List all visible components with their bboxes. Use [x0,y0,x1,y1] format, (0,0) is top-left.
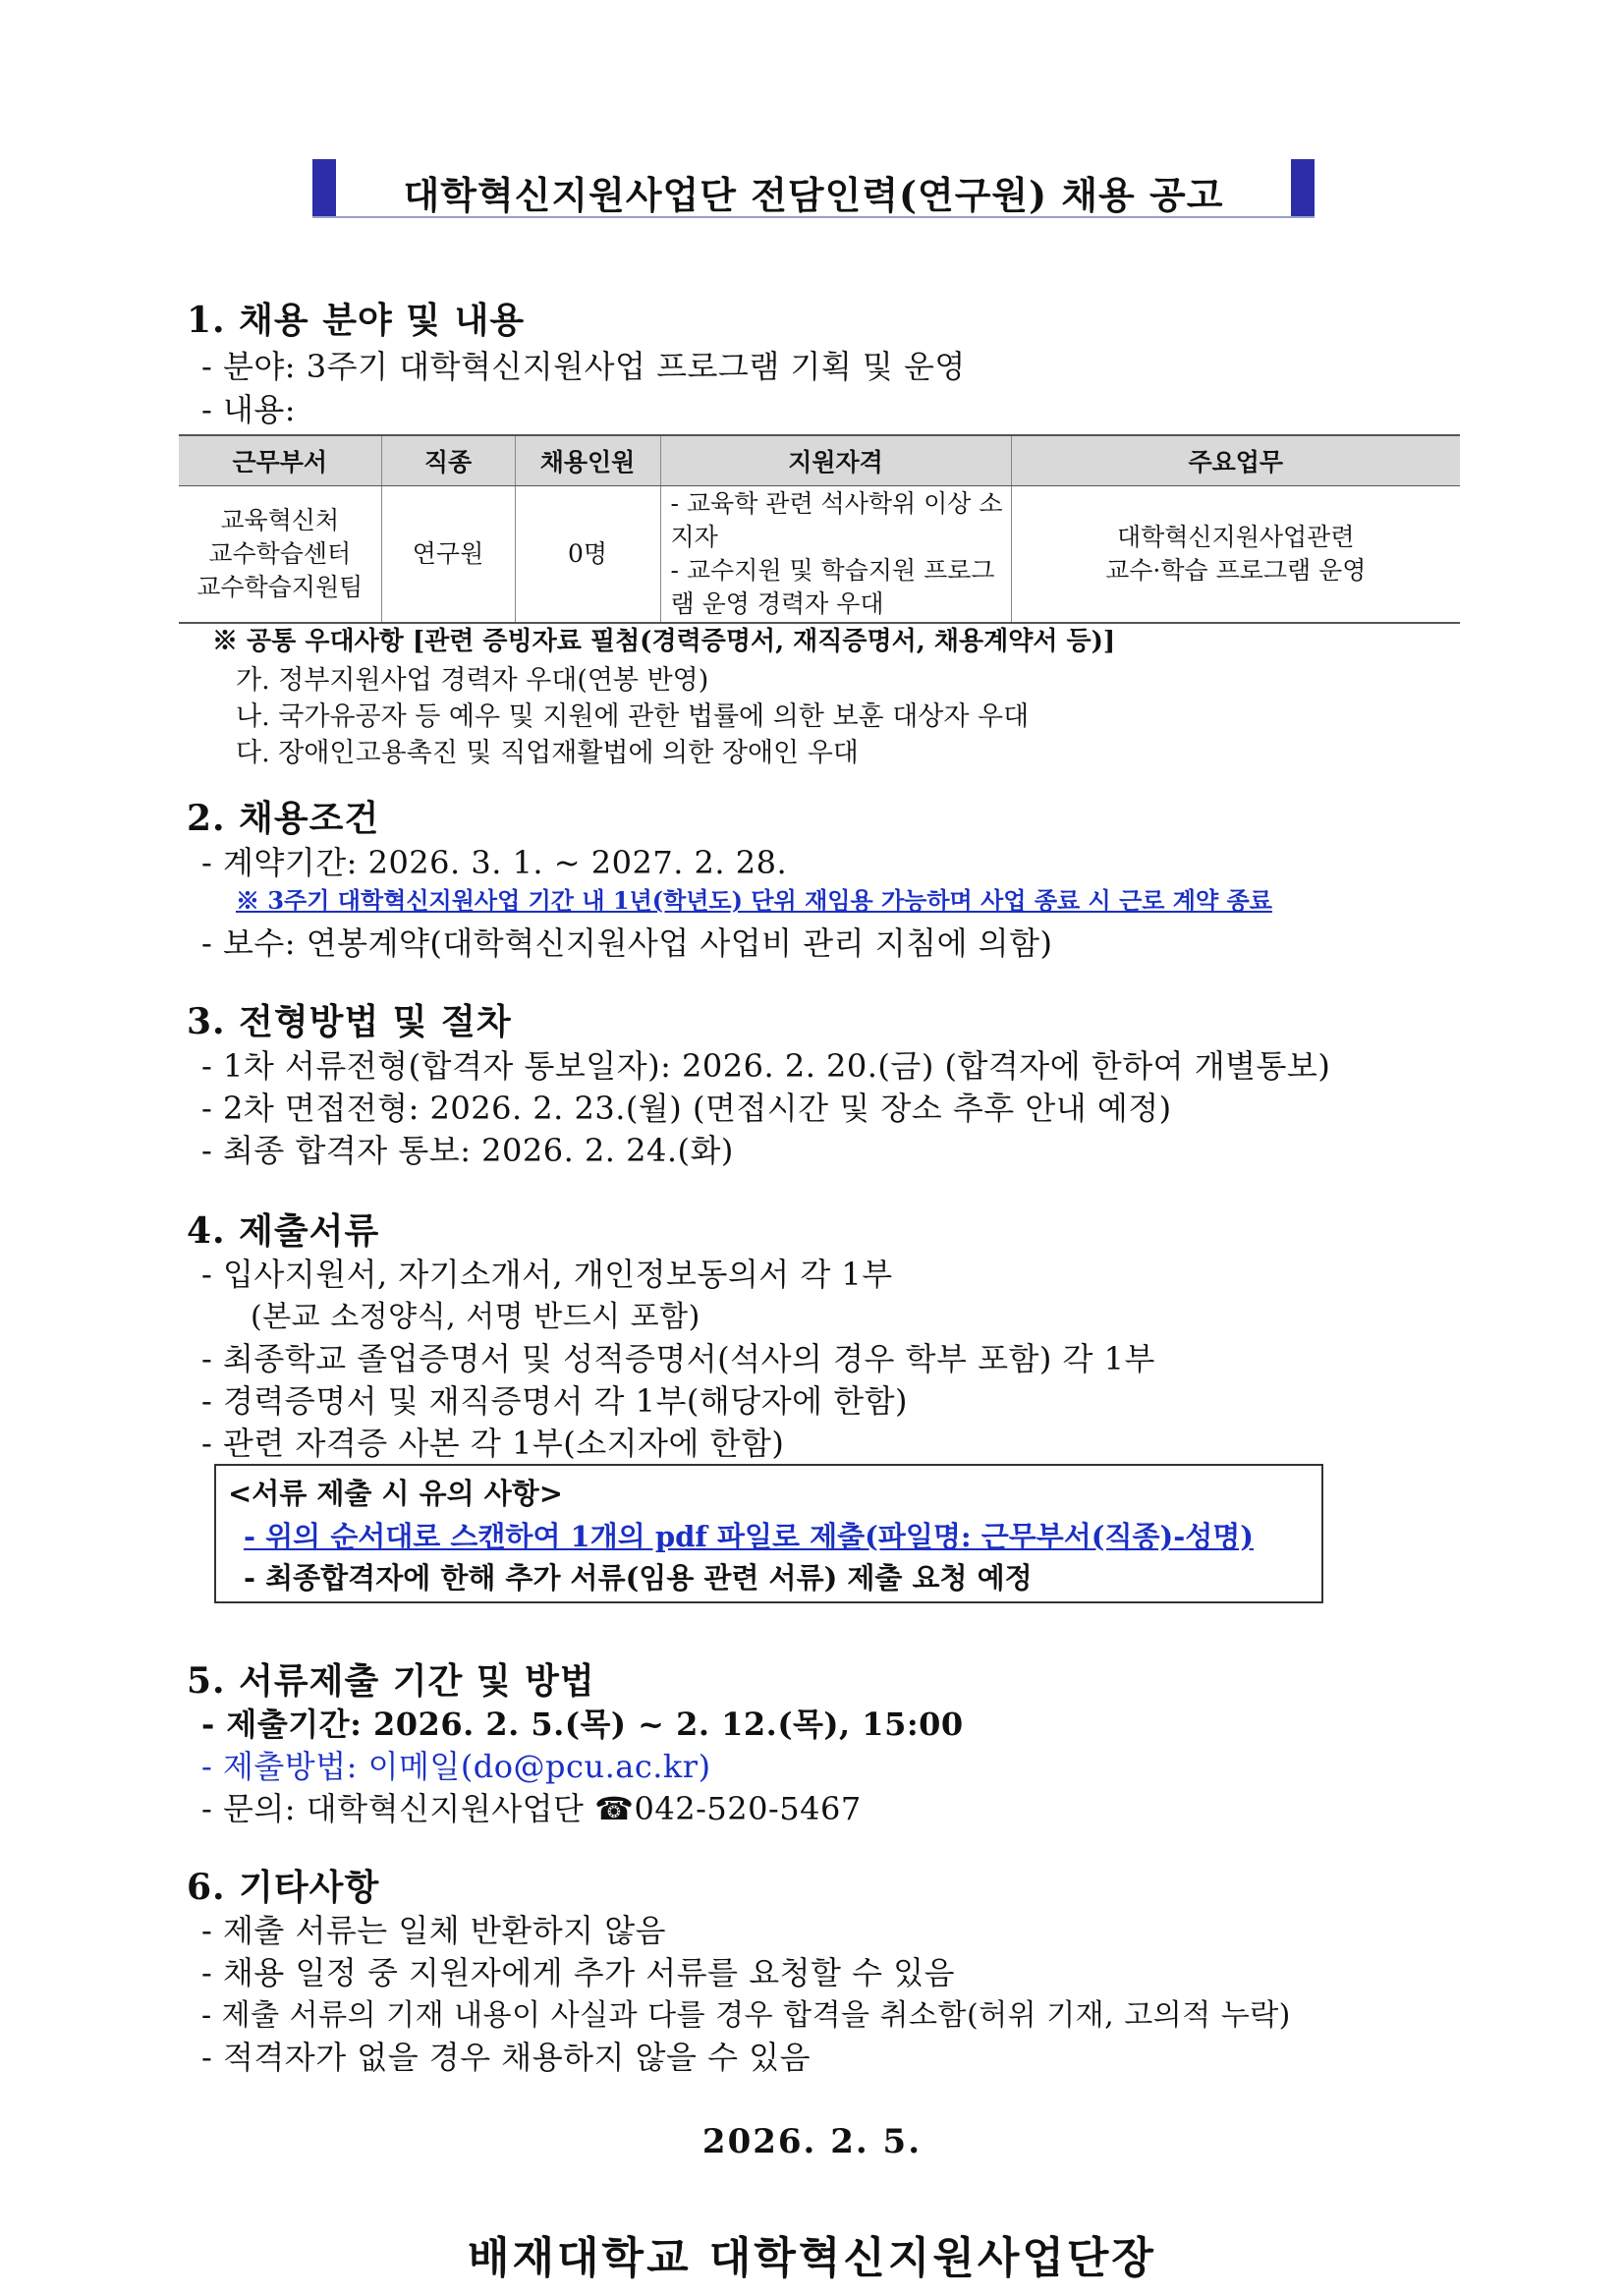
duties-cell [1011,486,1460,624]
table-header: 근무부서 [179,435,381,486]
section1-content: - 내용: [201,391,297,428]
duties-line: 대학혁신지원사업관련 [1116,523,1355,551]
table-row [179,486,1460,624]
contract-period-note: ※ 3주기 대학혁신지원사업 기간 내 1년(학년도) 단위 재임용 가능하며 사업 종료 시 근로 계약 종료 [236,886,1272,915]
job-cell: 연구원 [381,486,515,624]
section6-heading: 6. 기타사항 [187,1867,380,1908]
qualification-cell [660,486,1011,624]
table-header: 주요업무 [1011,435,1460,486]
submission-period: - 제출기간: 2026. 2. 5.(목) ~ 2. 12.(목), 15:00 [201,1706,964,1743]
preference-item: 나. 국가유공자 등 예우 및 지원에 관한 법률에 의한 보훈 대상자 우대 [236,701,1030,732]
phone-number: 042-520-5467 [634,1790,862,1827]
document-item: - 입사지원서, 자기소개서, 개인정보동의서 각 1부 [201,1256,893,1293]
caution-box [214,1464,1323,1603]
section2-heading: 2. 채용조건 [187,798,380,839]
page-title: 대학혁신지원사업단 전담인력(연구원) 채용 공고 [403,173,1224,217]
section1-field: - 분야: 3주기 대학혁신지원사업 프로그램 기획 및 운영 [201,348,966,385]
other-item: - 제출 서류의 기재 내용이 사실과 다를 경우 합격을 취소함(허위 기재, 고의적 누락) [201,1998,1291,2033]
preference-item: 가. 정부지원사업 경력자 우대(연봉 반영) [236,665,709,696]
other-item: - 제출 서류는 일체 반환하지 않음 [201,1912,667,1949]
inquiry-label: - 문의: 대학혁신지원사업단 [201,1790,595,1827]
qualification-item: - 교육학 관련 석사학위 이상 소지자 [670,489,1003,551]
table-header: 지원자격 [660,435,1011,486]
qualification-item: - 교수지원 및 학습지원 프로그램 운영 경력자 우대 [670,556,995,618]
signature: 배재대학교 대학혁신지원사업단장 [468,2233,1156,2283]
table-header: 직종 [381,435,515,486]
title-box [312,159,1315,218]
document-item: - 경력증명서 및 재직증명서 각 1부(해당자에 한함) [201,1382,909,1420]
salary: - 보수: 연봉계약(대학혁신지원사업 사업비 관리 지침에 의함) [201,924,1053,962]
dept-cell [179,486,381,624]
caution-item: - 최종합격자에 한해 추가 서류(임용 관련 서류) 제출 요청 예정 [244,1561,1033,1595]
contract-period: - 계약기간: 2026. 3. 1. ~ 2027. 2. 28. [201,844,788,881]
selection-step: - 1차 서류전형(합격자 통보일자): 2026. 2. 20.(금) (합격자에 한하여 개별통보) [201,1047,1331,1085]
table-header: 채용인원 [515,435,660,486]
caution-title: <서류 제출 시 유의 사항> [228,1477,564,1510]
other-item: - 적격자가 없을 경우 채용하지 않을 수 있음 [201,2039,812,2076]
document-item-note: (본교 소정양식, 서명 반드시 포함) [251,1300,700,1334]
duties-line: 교수·학습 프로그램 운영 [1105,556,1367,585]
section4-heading: 4. 제출서류 [187,1210,380,1252]
title-bar-right [1291,159,1315,216]
count-cell: 0명 [515,486,660,624]
phone-icon: ☎ [594,1790,635,1827]
section1-heading: 1. 채용 분야 및 내용 [187,300,526,341]
selection-step: - 최종 합격자 통보: 2026. 2. 24.(화) [201,1132,734,1169]
table-header-row [179,435,1460,486]
dept-line: 교수학습센터 [208,539,352,568]
section3-heading: 3. 전형방법 및 절차 [187,1001,512,1042]
announcement-date: 2026. 2. 5. [701,2122,923,2161]
selection-step: - 2차 면접전형: 2026. 2. 23.(월) (면접시간 및 장소 추후 안내 예정) [201,1090,1172,1127]
submission-method[interactable]: - 제출방법: 이메일(do@pcu.ac.kr) [201,1748,711,1785]
other-item: - 채용 일정 중 지원자에게 추가 서류를 요청할 수 있음 [201,1954,956,1991]
recruitment-table [179,434,1460,624]
preference-title: ※ 공통 우대사항 [관련 증빙자료 필첨(경력증명서, 재직증명서, 채용계약서 등)] [212,627,1116,656]
section5-heading: 5. 서류제출 기간 및 방법 [187,1660,595,1702]
preference-item: 다. 장애인고용촉진 및 직업재활법에 의한 장애인 우대 [236,738,859,768]
dept-line: 교수학습지원팀 [196,573,364,601]
document-item: - 관련 자격증 사본 각 1부(소지자에 한함) [201,1425,785,1462]
inquiry [201,1784,862,1829]
caution-item: - 위의 순서대로 스캔하여 1개의 pdf 파일로 제출(파일명: 근무부서(직종)-성명) [244,1520,1255,1553]
dept-line: 교육혁신처 [220,506,340,534]
document-item: - 최종학교 졸업증명서 및 성적증명서(석사의 경우 학부 포함) 각 1부 [201,1340,1155,1377]
